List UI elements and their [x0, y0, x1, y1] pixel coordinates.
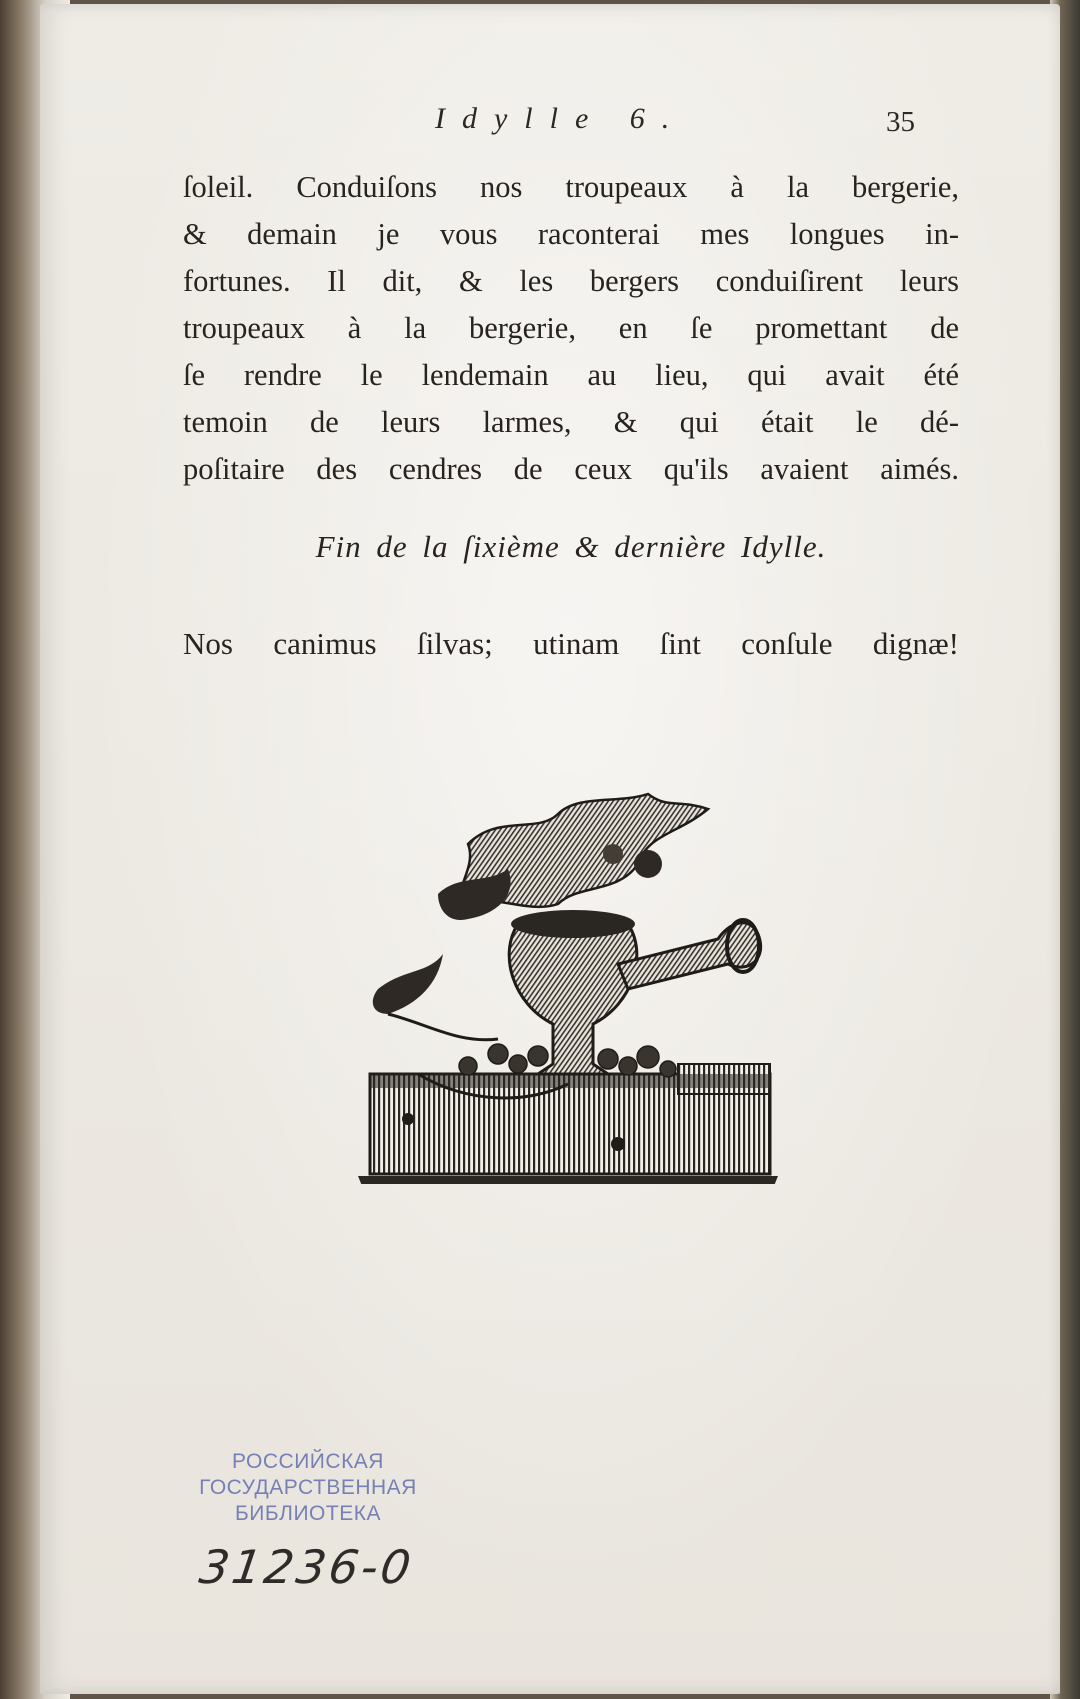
- page-header: [435, 102, 915, 148]
- running-title: Idylle 6.: [435, 102, 687, 135]
- stamp-line: БИБЛИОТЕКА: [235, 1502, 381, 1525]
- text-line: ſoleil. Conduiſons nos troupeaux à la bergerie,: [183, 170, 959, 204]
- text-line: & demain je vous raconterai mes longues in-: [183, 217, 959, 251]
- stamp-line: РОССИЙСКАЯ: [232, 1450, 384, 1473]
- text-line: ſe rendre le lendemain au lieu, qui avait été: [183, 358, 959, 392]
- book-page: [40, 4, 1060, 1694]
- text-line: poſitaire des cendres de ceux qu'ils avaient aimés.: [183, 452, 959, 486]
- library-stamp: [188, 1449, 428, 1527]
- latin-motto: Nos canimus ſilvas; utinam ſint conſule dignæ!: [183, 626, 959, 661]
- shelf-mark: 31236-0: [196, 1540, 417, 1594]
- text-line: troupeaux à la bergerie, en ſe promettant de: [183, 311, 959, 345]
- text-line: fortunes. Il dit, & les bergers conduiſirent leurs: [183, 264, 959, 298]
- body-text: [183, 164, 959, 493]
- stamp-line: ГОСУДАРСТВЕННАЯ: [199, 1476, 417, 1499]
- page-number: 35: [886, 106, 915, 138]
- text-line: temoin de leurs larmes, & qui était le dé-: [183, 405, 959, 439]
- closing-line: Fin de la ſixième & dernière Idylle.: [315, 529, 827, 564]
- urn-ornament-icon: [348, 774, 788, 1184]
